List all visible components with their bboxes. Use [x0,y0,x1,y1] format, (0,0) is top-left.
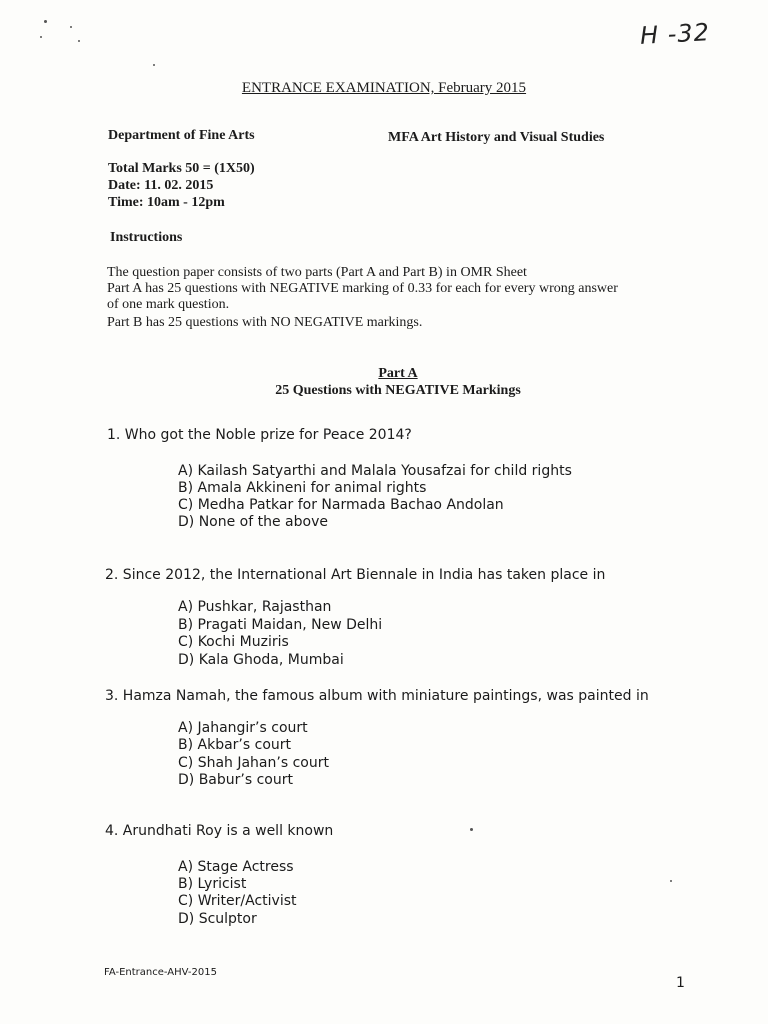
instructions-line: Part B has 25 questions with NO NEGATIVE markings. [107,315,423,330]
question-1-option-b: B) Amala Akkineni for animal rights [178,480,427,496]
scan-speck [44,20,47,23]
scan-speck [78,40,80,42]
instructions-heading: Instructions [110,230,183,245]
question-2: 2. Since 2012, the International Art Biennale in India has taken place in [105,567,606,583]
handwritten-mark: H -32 [639,18,711,50]
question-4: 4. Arundhati Roy is a well known [105,823,334,839]
programme-name: MFA Art History and Visual Studies [388,130,605,145]
footer-code: FA-Entrance-AHV-2015 [104,967,217,978]
question-3-option-a: A) Jahangir’s court [178,720,308,736]
scan-speck [70,26,72,28]
question-2-option-c: C) Kochi Muziris [178,634,289,650]
scan-speck [153,64,155,66]
instructions-line: The question paper consists of two parts (Part A and Part B) in OMR Sheet [107,265,527,280]
instructions-line: of one mark question. [107,297,230,312]
question-3-option-d: D) Babur’s court [178,772,293,788]
instructions-line: Part A has 25 questions with NEGATIVE marking of 0.33 for each for every wrong answer [107,281,618,296]
exam-title: ENTRANCE EXAMINATION, February 2015 [241,80,527,96]
question-1-option-c: C) Medha Patkar for Narmada Bachao Andolan [178,497,504,513]
question-4-option-b: B) Lyricist [178,876,247,892]
question-4-option-a: A) Stage Actress [178,859,294,875]
scan-speck [40,36,42,38]
scan-speck [670,880,672,882]
total-marks: Total Marks 50 = (1X50) [108,161,255,176]
question-3-option-c: C) Shah Jahan’s court [178,755,329,771]
exam-date: Date: 11. 02. 2015 [108,178,214,193]
question-2-option-a: A) Pushkar, Rajasthan [178,599,332,615]
exam-time: Time: 10am - 12pm [108,195,225,210]
scan-speck [470,828,473,831]
question-3-option-b: B) Akbar’s court [178,737,291,753]
part-a-title: Part A [378,366,418,381]
department-name: Department of Fine Arts [108,128,255,143]
question-2-option-b: B) Pragati Maidan, New Delhi [178,617,383,633]
question-1-option-d: D) None of the above [178,514,328,530]
question-4-option-c: C) Writer/Activist [178,893,297,909]
question-3: 3. Hamza Namah, the famous album with miniature paintings, was painted in [105,688,649,704]
question-1: 1. Who got the Noble prize for Peace 2014? [107,427,412,443]
question-4-option-d: D) Sculptor [178,911,257,927]
page-number: 1 [676,975,685,991]
part-a-subtitle: 25 Questions with NEGATIVE Markings [275,383,521,398]
question-2-option-d: D) Kala Ghoda, Mumbai [178,652,344,668]
question-1-option-a: A) Kailash Satyarthi and Malala Yousafzai for child rights [178,463,572,479]
